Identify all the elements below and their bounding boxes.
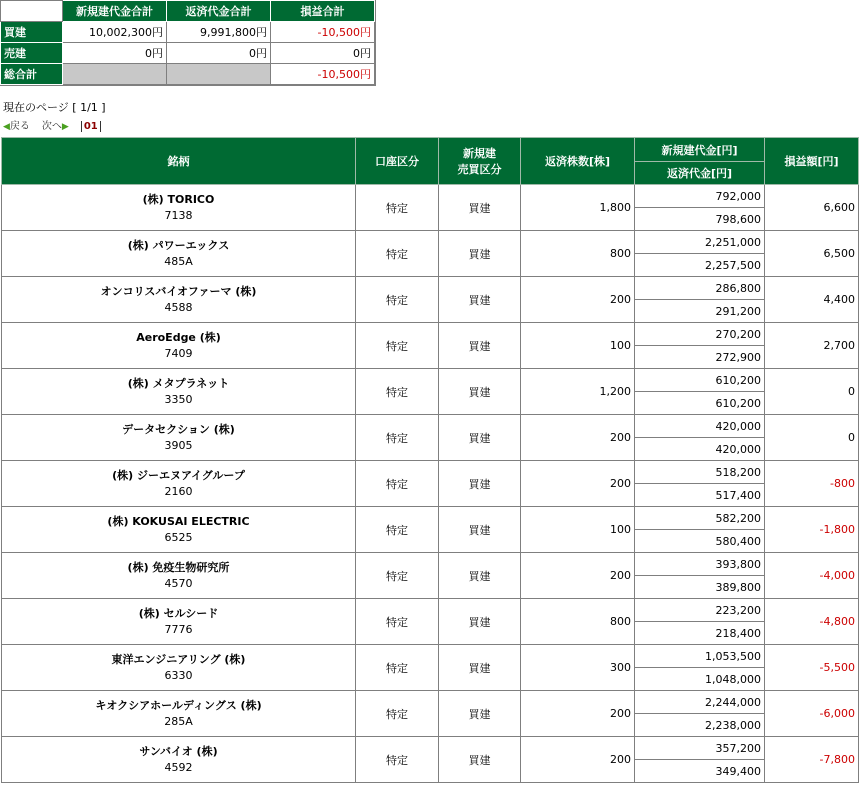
position-row [2, 369, 859, 392]
new-amount: 223,200 [635, 599, 765, 622]
new-amount: 582,200 [635, 507, 765, 530]
pager-back-link[interactable] [3, 117, 30, 132]
position-row [2, 645, 859, 668]
header-trade-type-line2: 売買区分 [457, 163, 502, 176]
stock-name: (株) KOKUSAI ELECTRIC [107, 514, 250, 528]
return-amount: 389,800 [635, 576, 765, 599]
stock-name: AeroEdge (株) [136, 330, 221, 344]
account-type: 特定 [356, 369, 439, 415]
new-amount: 393,800 [635, 553, 765, 576]
return-shares: 200 [521, 737, 635, 783]
stock-code: 4570 [164, 576, 193, 590]
new-amount: 518,200 [635, 461, 765, 484]
summary-grand-new-total [63, 64, 167, 85]
summary-row-buy [1, 22, 375, 43]
pager [3, 117, 101, 132]
summary-buy-return-total: 9,991,800円 [167, 22, 271, 43]
return-amount: 2,238,000 [635, 714, 765, 737]
summary-table [0, 0, 375, 85]
trade-type: 買建 [439, 415, 521, 461]
account-type: 特定 [356, 599, 439, 645]
profit-loss: -5,500 [765, 645, 859, 691]
stock-code: 7409 [164, 346, 193, 360]
trade-type: 買建 [439, 277, 521, 323]
stock-name-cell [2, 415, 356, 461]
stock-name: (株) セルシード [138, 606, 219, 620]
stock-code: 6330 [164, 668, 193, 682]
stock-code: 3350 [164, 392, 193, 406]
trade-type: 買建 [439, 599, 521, 645]
stock-name: (株) メタプラネット [127, 376, 230, 390]
summary-label-buy: 買建 [1, 22, 63, 43]
stock-name-cell [2, 507, 356, 553]
account-type: 特定 [356, 185, 439, 231]
profit-loss: -4,000 [765, 553, 859, 599]
triangle-right-icon: ▶ [61, 122, 69, 132]
trade-type: 買建 [439, 323, 521, 369]
return-shares: 800 [521, 599, 635, 645]
profit-loss: 4,400 [765, 277, 859, 323]
new-amount: 610,200 [635, 369, 765, 392]
summary-buy-pl-total: -10,500円 [271, 22, 375, 43]
positions-table [1, 137, 859, 783]
return-shares: 200 [521, 691, 635, 737]
header-trade-type [439, 138, 521, 185]
account-type: 特定 [356, 553, 439, 599]
account-type: 特定 [356, 231, 439, 277]
position-row [2, 737, 859, 760]
position-row [2, 415, 859, 438]
pager-back-label: 戻る [9, 121, 30, 132]
profit-loss: 0 [765, 369, 859, 415]
account-type: 特定 [356, 277, 439, 323]
triangle-left-icon: ◀ [3, 122, 10, 132]
trade-type: 買建 [439, 231, 521, 277]
position-row [2, 599, 859, 622]
new-amount: 2,251,000 [635, 231, 765, 254]
positions-body [2, 185, 859, 783]
trade-type: 買建 [439, 185, 521, 231]
trade-type: 買建 [439, 507, 521, 553]
stock-name: サンバイオ (株) [139, 744, 218, 758]
summary-row-grand-total [1, 64, 375, 85]
summary-grand-return-total [167, 64, 271, 85]
trade-type: 買建 [439, 645, 521, 691]
summary-sell-return-total: 0円 [167, 43, 271, 64]
pager-current-page[interactable]: 01 [81, 121, 101, 132]
stock-code: 7138 [164, 208, 193, 222]
stock-name-cell [2, 323, 356, 369]
new-amount: 1,053,500 [635, 645, 765, 668]
stock-name: データセクション (株) [122, 422, 235, 436]
trade-type: 買建 [439, 691, 521, 737]
stock-name-cell [2, 737, 356, 783]
return-shares: 200 [521, 461, 635, 507]
return-amount: 1,048,000 [635, 668, 765, 691]
position-row [2, 507, 859, 530]
position-row [2, 277, 859, 300]
stock-name: (株) 免疫生物研究所 [127, 560, 230, 574]
account-type: 特定 [356, 691, 439, 737]
trade-type: 買建 [439, 369, 521, 415]
return-shares: 100 [521, 507, 635, 553]
summary-header-return-total: 返済代金合計 [167, 1, 271, 22]
stock-name: キオクシアホールディングス (株) [95, 698, 262, 712]
page-info: 現在のページ [ 1/1 ] [3, 101, 106, 114]
positions-header-row-1 [2, 138, 859, 162]
stock-name-cell [2, 277, 356, 323]
header-new-amount: 新規建代金[円] [635, 138, 765, 162]
return-amount: 291,200 [635, 300, 765, 323]
return-shares: 300 [521, 645, 635, 691]
summary-header-new-total: 新規建代金合計 [63, 1, 167, 22]
return-amount: 218,400 [635, 622, 765, 645]
stock-code: 3905 [164, 438, 193, 452]
return-amount: 610,200 [635, 392, 765, 415]
new-amount: 792,000 [635, 185, 765, 208]
profit-loss: -1,800 [765, 507, 859, 553]
profit-loss: 6,500 [765, 231, 859, 277]
new-amount: 270,200 [635, 323, 765, 346]
header-trade-type-line1: 新規建 [463, 147, 496, 160]
header-return-amount: 返済代金[円] [635, 162, 765, 185]
position-row [2, 231, 859, 254]
return-amount: 798,600 [635, 208, 765, 231]
position-row [2, 323, 859, 346]
account-type: 特定 [356, 645, 439, 691]
stock-name-cell [2, 369, 356, 415]
stock-name-cell [2, 691, 356, 737]
account-type: 特定 [356, 415, 439, 461]
stock-name-cell [2, 553, 356, 599]
header-name: 銘柄 [2, 138, 356, 185]
stock-name: (株) TORICO [142, 192, 215, 206]
position-row [2, 461, 859, 484]
trade-type: 買建 [439, 461, 521, 507]
stock-code: 7776 [164, 622, 193, 636]
stock-name-cell [2, 645, 356, 691]
stock-name: (株) パワーエックス [127, 238, 230, 252]
return-amount: 2,257,500 [635, 254, 765, 277]
header-shares: 返済株数[株] [521, 138, 635, 185]
profit-loss: 0 [765, 415, 859, 461]
return-amount: 272,900 [635, 346, 765, 369]
stock-code: 2160 [164, 484, 193, 498]
return-shares: 1,800 [521, 185, 635, 231]
account-type: 特定 [356, 737, 439, 783]
stock-name-cell [2, 185, 356, 231]
summary-header-row [1, 1, 375, 22]
stock-name-cell [2, 599, 356, 645]
return-shares: 200 [521, 415, 635, 461]
stock-code: 6525 [164, 530, 193, 544]
account-type: 特定 [356, 507, 439, 553]
summary-header-pl-total: 損益合計 [271, 1, 375, 22]
position-row [2, 185, 859, 208]
account-type: 特定 [356, 461, 439, 507]
new-amount: 357,200 [635, 737, 765, 760]
account-type: 特定 [356, 323, 439, 369]
return-amount: 517,400 [635, 484, 765, 507]
summary-label-grand-total: 総合計 [1, 64, 63, 85]
return-shares: 200 [521, 553, 635, 599]
return-amount: 580,400 [635, 530, 765, 553]
summary-label-sell: 売建 [1, 43, 63, 64]
summary-sell-pl-total: 0円 [271, 43, 375, 64]
new-amount: 286,800 [635, 277, 765, 300]
stock-code: 4592 [164, 760, 193, 774]
summary-row-sell [1, 43, 375, 64]
profit-loss: -6,000 [765, 691, 859, 737]
header-account: 口座区分 [356, 138, 439, 185]
pager-next-label: 次へ [41, 121, 62, 132]
position-row [2, 691, 859, 714]
return-amount: 420,000 [635, 438, 765, 461]
profit-loss: -4,800 [765, 599, 859, 645]
summary-header-corner [1, 1, 63, 22]
profit-loss: -7,800 [765, 737, 859, 783]
pager-next-link[interactable] [42, 117, 69, 132]
summary-grand-pl-total: -10,500円 [271, 64, 375, 85]
stock-code: 485A [164, 254, 193, 268]
summary-buy-new-total: 10,002,300円 [63, 22, 167, 43]
return-shares: 200 [521, 277, 635, 323]
return-shares: 800 [521, 231, 635, 277]
stock-code: 4588 [164, 300, 193, 314]
stock-name-cell [2, 461, 356, 507]
return-shares: 1,200 [521, 369, 635, 415]
new-amount: 2,244,000 [635, 691, 765, 714]
return-amount: 349,400 [635, 760, 765, 783]
position-row [2, 553, 859, 576]
return-shares: 100 [521, 323, 635, 369]
stock-name: オンコリスバイオファーマ (株) [100, 284, 257, 298]
profit-loss: 6,600 [765, 185, 859, 231]
profit-loss: 2,700 [765, 323, 859, 369]
header-pl: 損益額[円] [765, 138, 859, 185]
stock-code: 285A [164, 714, 193, 728]
trade-type: 買建 [439, 553, 521, 599]
trade-type: 買建 [439, 737, 521, 783]
new-amount: 420,000 [635, 415, 765, 438]
summary-sell-new-total: 0円 [63, 43, 167, 64]
stock-name-cell [2, 231, 356, 277]
stock-name: (株) ジーエヌアイグループ [112, 468, 245, 482]
profit-loss: -800 [765, 461, 859, 507]
stock-name: 東洋エンジニアリング (株) [111, 652, 246, 666]
